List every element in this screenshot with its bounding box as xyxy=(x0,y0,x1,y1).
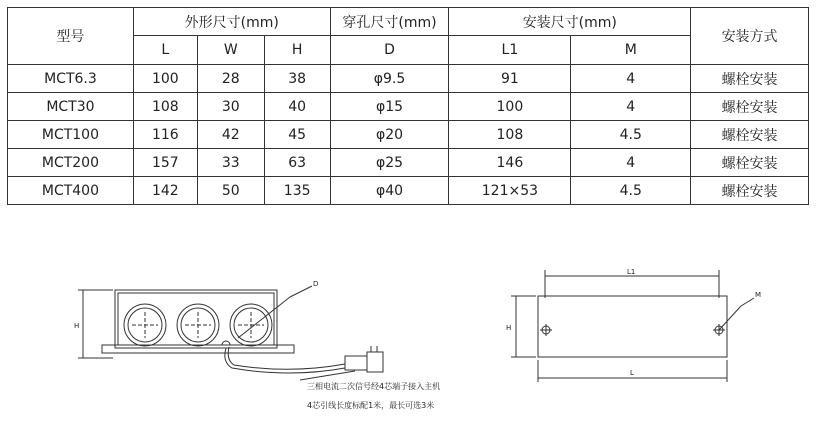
cell-l: 116 xyxy=(133,121,197,149)
header-method: 安装方式 xyxy=(691,8,809,65)
cell-h: 38 xyxy=(264,65,330,93)
cell-method: 螺栓安装 xyxy=(691,121,809,149)
cell-d: φ40 xyxy=(330,177,449,205)
cell-m: 4.5 xyxy=(571,177,691,205)
cell-w: 28 xyxy=(197,65,264,93)
cell-l1: 146 xyxy=(449,149,571,177)
cell-model: MCT6.3 xyxy=(8,65,134,93)
cell-d: φ15 xyxy=(330,93,449,121)
sub-header-d: D xyxy=(330,36,449,65)
sub-header-l1: L1 xyxy=(449,36,571,65)
spec-table xyxy=(7,7,809,205)
cell-l: 142 xyxy=(133,177,197,205)
cell-w: 42 xyxy=(197,121,264,149)
sub-header-m: M xyxy=(571,36,691,65)
front-label-d: D xyxy=(313,280,319,288)
table-row xyxy=(8,65,809,93)
header-install: 安装尺寸(mm) xyxy=(449,8,691,36)
cell-method: 螺栓安装 xyxy=(691,149,809,177)
top-label-m: M xyxy=(755,291,762,299)
table-row xyxy=(8,177,809,205)
front-label-h: H xyxy=(74,322,80,330)
cell-h: 45 xyxy=(264,121,330,149)
cell-model: MCT400 xyxy=(8,177,134,205)
top-view xyxy=(511,270,754,382)
cell-method: 螺栓安装 xyxy=(691,65,809,93)
sub-header-h: H xyxy=(264,36,330,65)
cell-model: MCT100 xyxy=(8,121,134,149)
sub-header-w: W xyxy=(197,36,264,65)
cell-d: φ25 xyxy=(330,149,449,177)
cell-w: 50 xyxy=(197,177,264,205)
header-model: 型号 xyxy=(8,8,134,65)
cell-method: 螺栓安装 xyxy=(691,177,809,205)
cell-w: 30 xyxy=(197,93,264,121)
table-row xyxy=(8,149,809,177)
cell-h: 40 xyxy=(264,93,330,121)
cell-l: 108 xyxy=(133,93,197,121)
cell-l1: 121×53 xyxy=(449,177,571,205)
top-label-h: H xyxy=(506,324,512,332)
cell-m: 4 xyxy=(571,65,691,93)
sub-header-l: L xyxy=(133,36,197,65)
note-line-2: 4芯引线长度标配1米，最长可选3米 xyxy=(307,401,435,410)
table-row xyxy=(8,93,809,121)
cell-m: 4 xyxy=(571,149,691,177)
cell-m: 4 xyxy=(571,93,691,121)
cell-d: φ9.5 xyxy=(330,65,449,93)
table-row xyxy=(8,121,809,149)
cell-d: φ20 xyxy=(330,121,449,149)
top-label-l: L xyxy=(630,369,634,377)
cell-method: 螺栓安装 xyxy=(691,93,809,121)
cell-l: 157 xyxy=(133,149,197,177)
header-row-top xyxy=(8,8,809,36)
cell-h: 135 xyxy=(264,177,330,205)
header-hole: 穿孔尺寸(mm) xyxy=(330,8,449,36)
cell-w: 33 xyxy=(197,149,264,177)
header-outer: 外形尺寸(mm) xyxy=(133,8,330,36)
cell-l: 100 xyxy=(133,65,197,93)
cell-model: MCT30 xyxy=(8,93,134,121)
top-label-l1: L1 xyxy=(627,268,636,276)
cell-h: 63 xyxy=(264,149,330,177)
cell-l1: 100 xyxy=(449,93,571,121)
dimension-drawing xyxy=(0,250,819,431)
note-line-1: 三相电流二次信号经4芯端子接入主机 xyxy=(307,382,441,391)
cell-model: MCT200 xyxy=(8,149,134,177)
front-view xyxy=(78,286,383,380)
cell-l1: 108 xyxy=(449,121,571,149)
cell-m: 4.5 xyxy=(571,121,691,149)
cell-l1: 91 xyxy=(449,65,571,93)
